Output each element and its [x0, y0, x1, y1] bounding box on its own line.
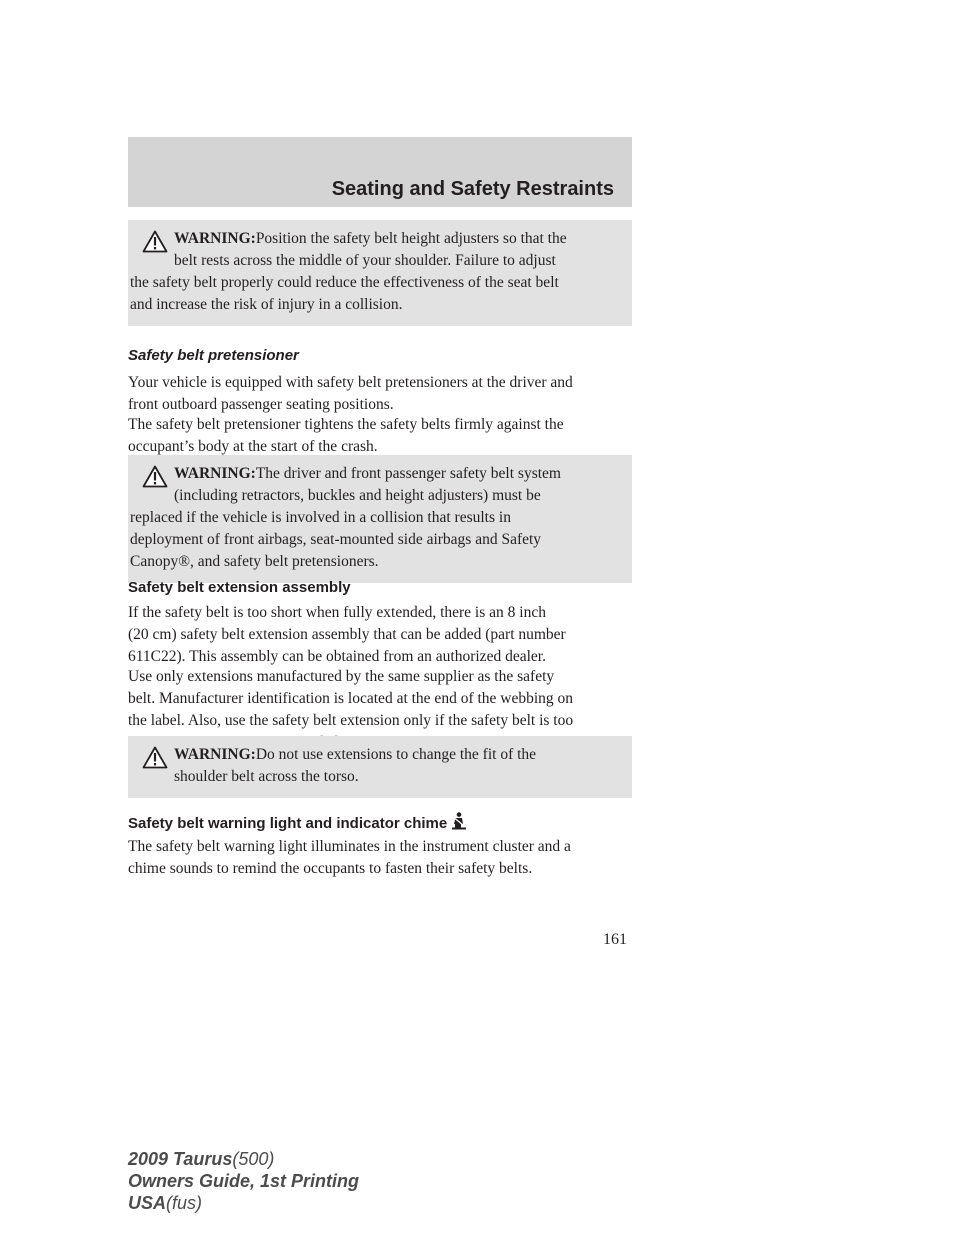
warning-text: shoulder belt across the torso.: [174, 768, 359, 785]
footer-guide: Owners Guide, 1st Printing: [128, 1171, 360, 1191]
text-line: belt. Manufacturer identification is located at the end of the webbing on: [128, 690, 574, 707]
warning-text: the safety belt properly could reduce the effectiveness of the seat belt: [130, 274, 559, 291]
section-heading-text: Safety belt warning light and indicator chime: [128, 815, 448, 832]
section-title: Seating and Safety Restraints: [331, 178, 614, 200]
text-line: front outboard passenger seating positions.: [128, 396, 394, 413]
warning-text: Do not use extensions to change the fit of the: [255, 746, 537, 763]
footer-model: 2009 Taurus: [128, 1149, 233, 1169]
text-line: (20 cm) safety belt extension assembly that can be added (part number: [128, 626, 566, 643]
warning-text: The driver and front passenger safety belt system: [255, 465, 561, 482]
warning-triangle-icon: [142, 465, 168, 488]
warning-text: Position the safety belt height adjusters so that the: [255, 230, 567, 247]
warning-box: [128, 455, 632, 583]
page-number: 161: [603, 931, 627, 948]
footer-model-code: (500): [232, 1149, 275, 1169]
footer-market-code: (fus): [166, 1193, 203, 1213]
text-line: The safety belt warning light illuminates in the instrument cluster and a: [128, 838, 571, 855]
warning-triangle-icon: [142, 746, 168, 769]
text-line: 611C22). This assembly can be obtained from an authorized dealer.: [128, 648, 546, 665]
paragraph: [128, 414, 638, 458]
section-heading: Safety belt pretensioner: [128, 347, 299, 364]
warning-label: WARNING:: [174, 230, 256, 247]
warning-box: [128, 736, 632, 798]
seatbelt-icon: [451, 812, 467, 830]
warning-label: WARNING:: [174, 465, 256, 482]
warning-text: deployment of front airbags, seat-mounted side airbags and Safety: [130, 531, 542, 548]
text-line: If the safety belt is too short when fully extended, there is an 8 inch: [128, 604, 546, 621]
warning-text: Canopy®, and safety belt pretensioners.: [130, 553, 379, 570]
warning-triangle-icon: [142, 230, 168, 253]
warning-text: and increase the risk of injury in a collision.: [130, 296, 403, 313]
text-line: Use only extensions manufactured by the same supplier as the safety: [128, 668, 555, 685]
warning-text: replaced if the vehicle is involved in a collision that results in: [130, 509, 511, 526]
footer-market: USA: [128, 1193, 167, 1213]
warning-box: [128, 220, 632, 326]
section-heading: [128, 812, 467, 832]
text-line: the label. Also, use the safety belt extension only if the safety belt is too: [128, 712, 574, 729]
text-line: Your vehicle is equipped with safety belt pretensioners at the driver and: [128, 374, 573, 391]
paragraph: [128, 372, 638, 416]
warning-text: (including retractors, buckles and height adjusters) must be: [174, 487, 541, 504]
text-line: chime sounds to remind the occupants to fasten their safety belts.: [128, 860, 533, 877]
paragraph: [128, 602, 638, 668]
footer-info: [128, 1148, 359, 1214]
warning-label: WARNING:: [174, 746, 256, 763]
warning-text: belt rests across the middle of your shoulder. Failure to adjust: [174, 252, 556, 269]
text-line: The safety belt pretensioner tightens the safety belts firmly against the: [128, 416, 564, 433]
section-heading: Safety belt extension assembly: [128, 579, 351, 596]
paragraph: [128, 836, 638, 880]
text-line: occupant’s body at the start of the crash.: [128, 438, 378, 455]
section-header: [128, 137, 632, 207]
